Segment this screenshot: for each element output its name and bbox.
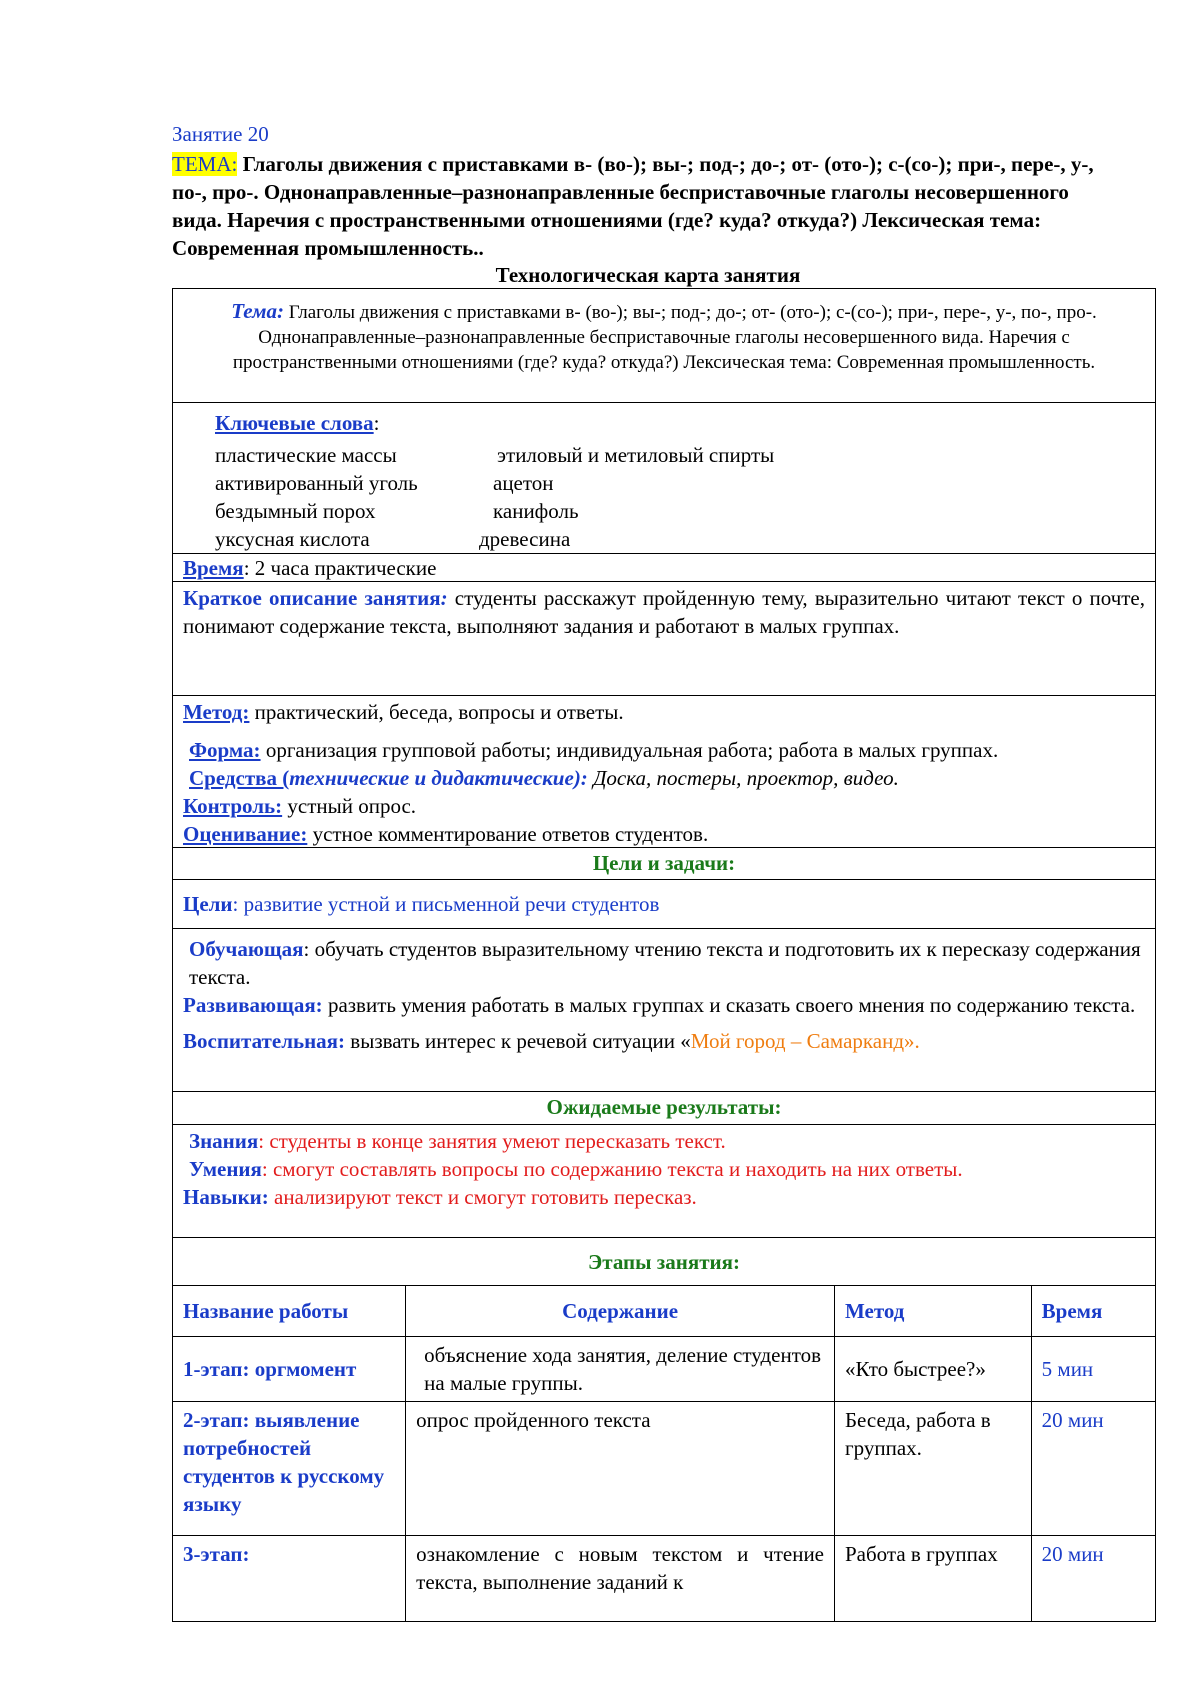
means-text: Доска, постеры, проектор, видео. xyxy=(587,766,899,790)
keyword-item: этиловый и метиловый спирты xyxy=(497,443,775,467)
tema-label: Тема: xyxy=(231,299,284,323)
skills-label: Умения xyxy=(189,1157,262,1181)
description-colon: : xyxy=(440,586,448,610)
form-text: организация групповой работы; индивидуальная работа; работа в малых группах. xyxy=(260,738,999,762)
method-row xyxy=(173,696,1155,848)
evaluation-text: устное комментирование ответов студентов. xyxy=(307,822,709,846)
stage-method-cell: «Кто быстрее?» xyxy=(835,1336,1032,1401)
keyword-item: бездымный порох xyxy=(215,499,376,523)
table-row xyxy=(173,1401,1155,1535)
time-label: Время xyxy=(183,556,244,580)
keywords-colon: : xyxy=(373,411,380,435)
teaching-text: : обучать студентов выразительному чтению текста и подготовить их к пересказу содержания текста. xyxy=(189,937,1141,989)
stage-name-cell: 2-этап: выявление потребностей студентов к русскому языку xyxy=(173,1401,406,1535)
keyword-item: активированный уголь xyxy=(215,471,418,495)
keyword-item: уксусная кислота xyxy=(215,527,370,551)
lesson-theme xyxy=(172,150,1112,262)
habits-label: Навыки: xyxy=(183,1185,269,1209)
header-cell: Метод xyxy=(835,1286,1032,1336)
stage-content-cell: ознакомление с новым текстом и чтение текста, выполнение заданий к xyxy=(406,1535,835,1621)
control-text: устный опрос. xyxy=(282,794,417,818)
means-label-start: Средства ( xyxy=(189,766,290,790)
keyword-item: ацетон xyxy=(493,471,554,495)
educational-text: вызвать интерес к речевой ситуации « xyxy=(345,1029,691,1053)
keyword-item: пластические массы xyxy=(215,443,397,467)
means-label-end: ): xyxy=(573,766,588,790)
tema-text: Глаголы движения с приставками в- (во-); вы-; под-; до-; от- (ото-); с-(со-); при-, пере-, у-, по-, про-. Однонаправленные–разнонаправленные бесприставочные глаголы несовершенного вида. Наречия с пространственными отношениями (где? куда? откуда?) Лексическая тема: Современная промышленность. xyxy=(232,302,1097,373)
developing-label: Развивающая: xyxy=(183,993,323,1017)
description-label: Краткое описание занятия xyxy=(183,586,441,610)
form-label: Форма: xyxy=(189,738,261,762)
stage-time-cell: 20 мин xyxy=(1031,1535,1155,1621)
time-text: : 2 часа практические xyxy=(243,556,437,580)
theme-text: Глаголы движения с приставками в- (во-); вы-; под-; до-; от- (ото-); с-(со-); при-, пере-, у-, по-, про-. Однонаправленные–разнонаправленные бесприставочные глаголы несовершенного вида. Наречия с пространственными отношениями (где? куда? откуда?) Лексическая тема: Современная промышленность.. xyxy=(172,152,1094,260)
developing-text: развить умения работать в малых группах и сказать своего мнения по содержанию текста. xyxy=(322,993,1136,1017)
table-row xyxy=(173,1535,1155,1621)
knowledge-text: : студенты в конце занятия умеют пересказать текст. xyxy=(258,1129,726,1153)
time-row xyxy=(173,554,1155,582)
tasks-row xyxy=(173,929,1155,1092)
stage-name-cell: 1-этап: оргмомент xyxy=(173,1336,406,1401)
goal-row xyxy=(173,880,1155,929)
means-label-italic: технические и дидактические xyxy=(289,766,574,790)
teaching-label: Обучающая xyxy=(189,937,304,961)
evaluation-label: Оценивание: xyxy=(183,822,308,846)
stage-content-cell: объяснение хода занятия, деление студентов на малые группы. xyxy=(406,1336,835,1401)
stages-table xyxy=(173,1286,1155,1621)
description-row xyxy=(173,582,1155,696)
header-cell: Содержание xyxy=(406,1286,835,1336)
stage-method-cell: Работа в группах xyxy=(835,1535,1032,1621)
goal-label: Цели xyxy=(183,892,233,916)
description-text: студенты расскажут пройденную тему, выразительно читают текст о почте, понимают содержание текста, выполняют задания и работают в малых группах. xyxy=(183,586,1145,638)
keywords-list xyxy=(215,437,1155,549)
habits-text: анализируют текст и смогут готовить пересказ. xyxy=(268,1185,697,1209)
stage-name-cell: 3-этап: xyxy=(173,1535,406,1621)
keyword-item: древесина xyxy=(479,527,571,551)
educational-highlight: Мой город – Самарканд». xyxy=(690,1029,920,1053)
control-label: Контроль: xyxy=(183,794,283,818)
stages-table-wrap xyxy=(173,1286,1155,1621)
stages-header-row xyxy=(173,1286,1155,1336)
keyword-item: канифоль xyxy=(493,499,579,523)
stage-content-cell: опрос пройденного текста xyxy=(406,1401,835,1535)
header-cell: Название работы xyxy=(173,1286,406,1336)
keywords-label: Ключевые слова xyxy=(215,411,374,435)
goal-text: : развитие устной и письменной речи студентов xyxy=(232,892,660,916)
technology-map-table xyxy=(172,288,1156,1622)
stage-time-cell: 5 мин xyxy=(1031,1336,1155,1401)
tema-row xyxy=(173,289,1155,403)
educational-label: Воспитательная: xyxy=(183,1029,346,1053)
stage-method-cell: Беседа, работа в группах. xyxy=(835,1401,1032,1535)
stages-heading: Этапы занятия: xyxy=(173,1238,1155,1286)
goals-heading: Цели и задачи: xyxy=(173,848,1155,880)
theme-label: ТЕМА: xyxy=(172,152,238,176)
method-text: практический, беседа, вопросы и ответы. xyxy=(249,700,624,724)
skills-text: : смогут составлять вопросы по содержанию текста и находить на них ответы. xyxy=(261,1157,963,1181)
means-label xyxy=(189,766,588,790)
expected-row xyxy=(173,1125,1155,1238)
header-cell: Время xyxy=(1031,1286,1155,1336)
keywords-row xyxy=(173,403,1155,554)
method-label: Метод: xyxy=(183,700,250,724)
stage-time-cell: 20 мин xyxy=(1031,1401,1155,1535)
expected-heading: Ожидаемые результаты: xyxy=(173,1092,1155,1125)
table-row xyxy=(173,1336,1155,1401)
knowledge-label: Знания xyxy=(189,1129,259,1153)
map-title: Технологическая карта занятия xyxy=(495,263,801,287)
lesson-number: Занятие 20 xyxy=(172,122,269,146)
